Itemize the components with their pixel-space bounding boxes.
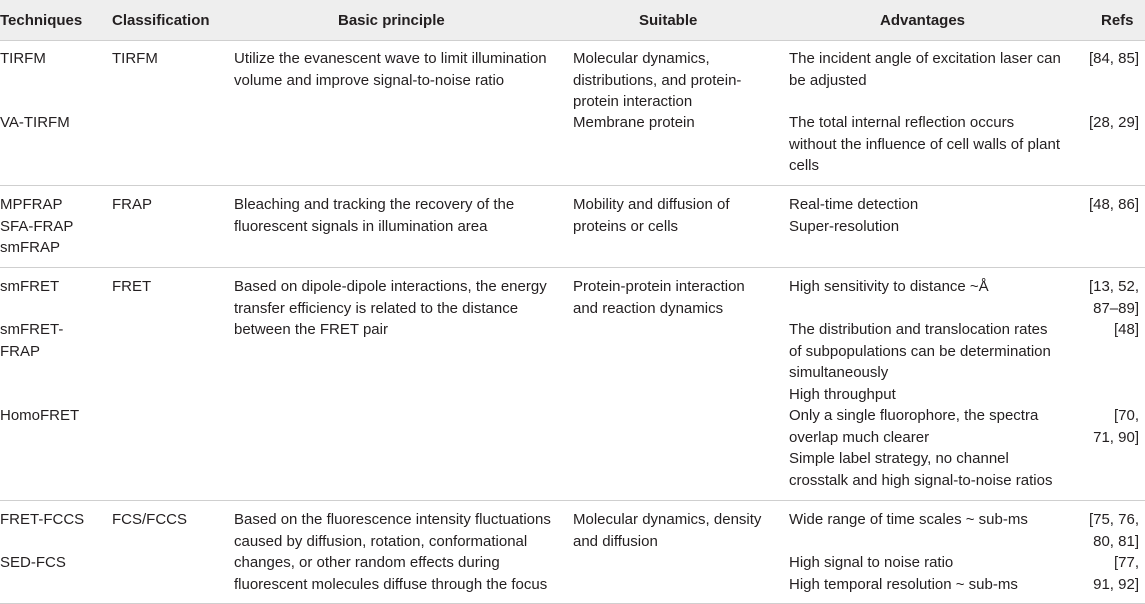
advantages-cell: [789, 552, 1018, 595]
cell-line: simultaneously: [789, 364, 889, 381]
group-divider: [0, 267, 1145, 268]
cell-line: High sensitivity to distance ~Å: [789, 278, 989, 295]
cell-line: High throughput: [789, 385, 896, 403]
technique-cell: [0, 112, 70, 134]
cell-line: of subpopulations can be determination: [789, 342, 1051, 360]
technique-cell: [0, 319, 63, 362]
cell-line: [48]: [1113, 321, 1139, 338]
cell-line: Membrane protein: [573, 114, 695, 131]
cell-line: protein interaction: [573, 93, 693, 110]
cell-line: changes, or other random effects during: [234, 554, 500, 571]
cell-line: Super-resolution: [789, 217, 900, 235]
suitable-cell: [573, 509, 761, 552]
header-advantages: Advantages: [880, 12, 966, 29]
cell-line: between the FRET pair: [234, 321, 388, 338]
refs-cell: [1114, 319, 1139, 341]
technique-cell: [0, 405, 79, 427]
classification-cell: TIRFM: [112, 50, 158, 67]
cell-line: TIRFM: [0, 50, 46, 67]
cell-line: [77,: [1113, 554, 1139, 571]
header-refs: Refs: [1101, 12, 1134, 29]
technique-cell: [0, 276, 59, 298]
advantages-cell: [789, 509, 1028, 531]
header-suitable: Suitable: [639, 12, 698, 29]
cell-line: [84, 85]: [1088, 50, 1139, 67]
cell-line: Wide range of time scales ~ sub-ms: [789, 511, 1028, 528]
group-divider: [0, 500, 1145, 501]
cell-line: The total internal reflection occurs: [789, 114, 1015, 131]
cell-line: 87–89]: [1093, 299, 1139, 317]
cell-line: smFRAP: [0, 239, 60, 256]
cell-line: volume and improve signal-to-noise ratio: [234, 71, 505, 89]
advantages-cell: [789, 319, 1051, 405]
cell-line: distributions, and protein-: [573, 71, 742, 89]
cell-line: smFRET-: [0, 321, 64, 338]
classification-cell: FRAP: [112, 196, 153, 213]
cell-line: smFRET: [0, 278, 60, 295]
refs-cell: [1089, 509, 1139, 552]
technique-cell: [0, 194, 73, 259]
cell-line: crosstalk and high signal-to-noise ratios: [789, 471, 1053, 489]
cell-line: Molecular dynamics, density: [573, 511, 762, 528]
cell-line: Protein-protein interaction: [573, 278, 745, 295]
advantages-cell: [789, 405, 1052, 491]
cell-line: and diffusion: [573, 532, 658, 550]
cell-line: caused by diffusion, rotation, conformational: [234, 532, 528, 550]
cell-line: [75, 76,: [1088, 511, 1139, 528]
advantages-cell: [789, 194, 918, 237]
advantages-cell: [789, 48, 1061, 91]
classification-cell: FRET: [112, 278, 152, 295]
suitable-cell: [573, 276, 745, 319]
cell-line: 71, 90]: [1093, 428, 1139, 446]
cell-line: [28, 29]: [1088, 114, 1139, 131]
technique-cell: [0, 509, 84, 531]
refs-cell: [1089, 194, 1139, 216]
advantages-cell: [789, 112, 1060, 177]
cell-line: Utilize the evanescent wave to limit illumination: [234, 50, 547, 67]
suitable-cell: [573, 48, 741, 113]
refs-cell: [1089, 276, 1139, 319]
cell-line: and reaction dynamics: [573, 299, 724, 317]
cell-line: 80, 81]: [1093, 532, 1139, 550]
table-header: [0, 0, 1145, 41]
advantages-cell: [789, 276, 989, 298]
principle-cell: [234, 194, 514, 237]
cell-line: Mobility and diffusion of: [573, 196, 730, 213]
cell-line: High signal to noise ratio: [789, 554, 954, 571]
cell-line: Based on the fluorescence intensity fluctuations: [234, 511, 551, 528]
header-classification: Classification: [112, 12, 210, 29]
cell-line: cells: [789, 157, 820, 174]
principle-cell: [234, 509, 551, 595]
cell-line: Based on dipole-dipole interactions, the energy: [234, 278, 547, 295]
cell-line: Molecular dynamics,: [573, 50, 710, 67]
cell-line: transfer efficiency is related to the distance: [234, 299, 519, 317]
refs-cell: [1089, 48, 1139, 70]
cell-line: fluorescent molecules diffuse through the focus: [234, 575, 548, 593]
cell-line: The incident angle of excitation laser can: [789, 50, 1061, 67]
cell-line: Bleaching and tracking the recovery of the: [234, 196, 515, 213]
refs-cell: [1089, 112, 1139, 134]
classification-cell: FCS/FCCS: [112, 511, 187, 528]
cell-line: 91, 92]: [1093, 575, 1139, 593]
cell-line: HomoFRET: [0, 407, 80, 424]
cell-line: Only a single fluorophore, the spectra: [789, 407, 1039, 424]
cell-line: fluorescent signals in illumination area: [234, 217, 488, 235]
principle-cell: [234, 48, 547, 91]
refs-cell: [1093, 405, 1139, 448]
cell-line: FRET-FCCS: [0, 511, 85, 528]
cell-line: SFA-FRAP: [0, 217, 74, 235]
technique-cell: [0, 48, 46, 70]
cell-line: The distribution and translocation rates: [789, 321, 1048, 338]
group-divider: [0, 185, 1145, 186]
cell-line: High temporal resolution ~ sub-ms: [789, 575, 1018, 593]
refs-cell: [1093, 552, 1139, 595]
cell-line: Simple label strategy, no channel: [789, 450, 1009, 467]
cell-line: [70,: [1113, 407, 1139, 424]
cell-line: [13, 52,: [1088, 278, 1139, 295]
cell-line: VA-TIRFM: [0, 114, 70, 131]
cell-line: SED-FCS: [0, 554, 66, 571]
principle-cell: [234, 276, 547, 341]
suitable-cell: [573, 194, 729, 237]
cell-line: overlap much clearer: [789, 428, 930, 446]
header-techniques: Techniques: [0, 12, 83, 29]
cell-line: [48, 86]: [1088, 196, 1139, 213]
cell-line: proteins or cells: [573, 217, 679, 235]
suitable-cell: [573, 112, 695, 134]
cell-line: be adjusted: [789, 71, 867, 89]
header-basic-principle: Basic principle: [338, 12, 445, 29]
technique-cell: [0, 552, 66, 574]
cell-line: Real-time detection: [789, 196, 919, 213]
cell-line: MPFRAP: [0, 196, 63, 213]
cell-line: without the influence of cell walls of plant: [789, 135, 1060, 153]
cell-line: FRAP: [0, 342, 41, 360]
